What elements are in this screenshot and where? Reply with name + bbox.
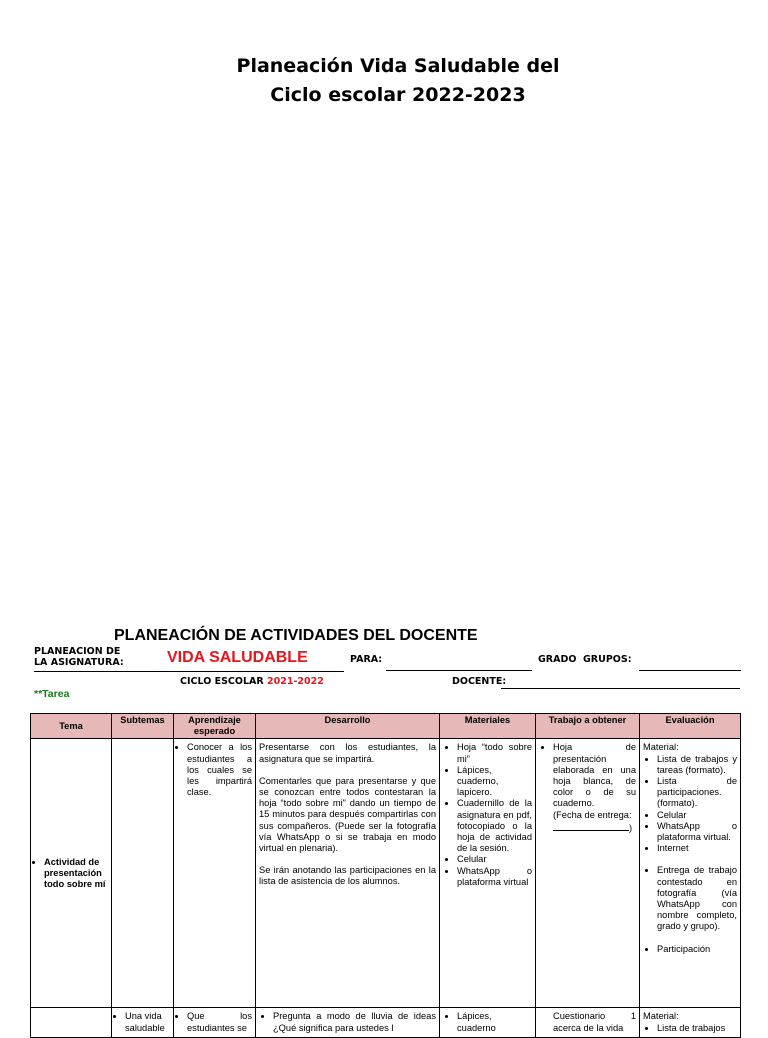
desarrollo-item: • Pregunta a modo de lluvia de ideas ¿Qué significa para ustedes l: [273, 1011, 436, 1033]
asignatura-underline: [34, 671, 344, 672]
desarrollo-paragraph: Presentarse con los estudiantes, la asignatura que se impartirá.: [259, 742, 436, 764]
grado-label: GRADO: [538, 654, 577, 665]
table-row: [31, 1008, 741, 1037]
document-heading: PLANEACIÓN DE ACTIVIDADES DEL DOCENTE: [114, 627, 478, 644]
subtemas-cell: [112, 1008, 174, 1037]
materiales-item: • WhatsApp o plataforma virtual: [457, 866, 532, 888]
desarrollo-paragraph: Comentarles que para presentarse y que se conozcan entre todos contestaran la hoja “todo sobre mi” dando un tiempo de 15 minutos para después compartirlas con sus compañeros. (Puede ser la fotografía vía WhatsApp o si se trabaja en modo virtual en plenaria).: [259, 775, 436, 854]
grupos-underline: [639, 670, 741, 671]
evaluacion-item: • Lista de participaciones. (formato).: [657, 776, 737, 810]
evaluacion-item: • WhatsApp o plataforma virtual.: [657, 821, 737, 843]
tema-cell: [31, 1008, 112, 1037]
cover-title: [0, 52, 768, 110]
para-label: PARA:: [350, 654, 383, 665]
evaluacion-item: • Internet: [657, 843, 737, 854]
materiales-item: • Cuadernillo de la asignatura en pdf, fotocopiado o la hoja de actividad de la sesión.: [457, 798, 532, 854]
header-trabajo: Trabajo a obtener: [536, 714, 640, 739]
planning-table: [30, 713, 741, 1038]
materiales-item: • Lápices, cuaderno: [457, 1011, 532, 1033]
asignatura-value: VIDA SALUDABLE: [167, 649, 308, 666]
docente-underline: [501, 688, 740, 689]
aprendizaje-cell: [174, 739, 256, 1008]
header-subtemas: Subtemas: [112, 714, 174, 739]
ciclo-value: 2021-2022: [267, 676, 324, 687]
aprendizaje-item: • Que los estudiantes se: [187, 1011, 252, 1033]
subtema-item: • Una vida saludable: [125, 1011, 170, 1033]
tema-item: • Actividad de presentación todo sobre mí: [44, 857, 108, 891]
header-evaluacion: Evaluación: [640, 714, 741, 739]
header-materiales: Materiales: [440, 714, 536, 739]
trabajo-item: [553, 742, 636, 834]
materiales-cell: [440, 739, 536, 1008]
header-tema: Tema: [31, 714, 112, 739]
trabajo-fecha-close: ): [629, 822, 633, 833]
ciclo-label: CICLO ESCOLAR: [180, 676, 264, 687]
evaluacion-item: • Celular: [657, 810, 737, 821]
tarea-label: **Tarea: [34, 688, 70, 700]
table-row: [31, 739, 741, 1008]
ciclo-escolar: [180, 676, 324, 687]
materiales-item: • Lápices, cuaderno, lapicero.: [457, 765, 532, 799]
evaluacion-item: • Lista de trabajos y tareas (formato).: [657, 754, 737, 776]
subtemas-cell: [112, 739, 174, 1008]
desarrollo-paragraph: Se irán anotando las participaciones en la lista de asistencia de los alumnos.: [259, 865, 436, 887]
evaluacion-item: • Lista de trabajos: [657, 1023, 737, 1034]
para-underline: [386, 670, 532, 671]
evaluacion-label: Material:: [643, 1011, 679, 1022]
desarrollo-cell: [256, 1008, 440, 1037]
docente-label: DOCENTE:: [452, 676, 507, 687]
evaluacion-entrega: • Entrega de trabajo contestado en fotografía (vía WhatsApp con nombre completo, grado y grupo).: [657, 865, 737, 932]
cover-title-line1: Planeación Vida Saludable del: [236, 55, 560, 77]
asignatura-label: PLANEACION DE LA ASIGNATURA:: [34, 646, 124, 668]
materiales-item: • Hoja “todo sobre mi”: [457, 742, 532, 764]
header-desarrollo: Desarrollo: [256, 714, 440, 739]
trabajo-text: Cuestionario 1 acerca de la vida: [553, 1011, 636, 1033]
evaluacion-label: Material:: [643, 742, 679, 753]
desarrollo-cell: [256, 739, 440, 1008]
materiales-cell: [440, 1008, 536, 1037]
table-header-row: [31, 714, 741, 739]
grupos-label: GRUPOS:: [583, 654, 632, 665]
materiales-item: • Celular: [457, 854, 532, 865]
trabajo-fecha: (Fecha de entrega:: [553, 809, 632, 820]
evaluacion-cell: [640, 739, 741, 1008]
trabajo-cell: [536, 1008, 640, 1037]
tema-cell: [31, 739, 112, 1008]
fecha-blank: [553, 821, 629, 831]
aprendizaje-cell: [174, 1008, 256, 1037]
trabajo-text: Hoja de presentación elaborada en una hoja blanca, de color o de su cuaderno.: [553, 742, 636, 809]
aprendizaje-item: • Conocer a los estudiantes a los cuales se les impartirá clase.: [187, 742, 252, 798]
header-aprendizaje: Aprendizaje esperado: [174, 714, 256, 739]
evaluacion-participacion: • Participación: [657, 944, 737, 955]
evaluacion-cell: [640, 1008, 741, 1037]
trabajo-cell: [536, 739, 640, 1008]
cover-title-line2: Ciclo escolar 2022-2023: [270, 84, 526, 106]
